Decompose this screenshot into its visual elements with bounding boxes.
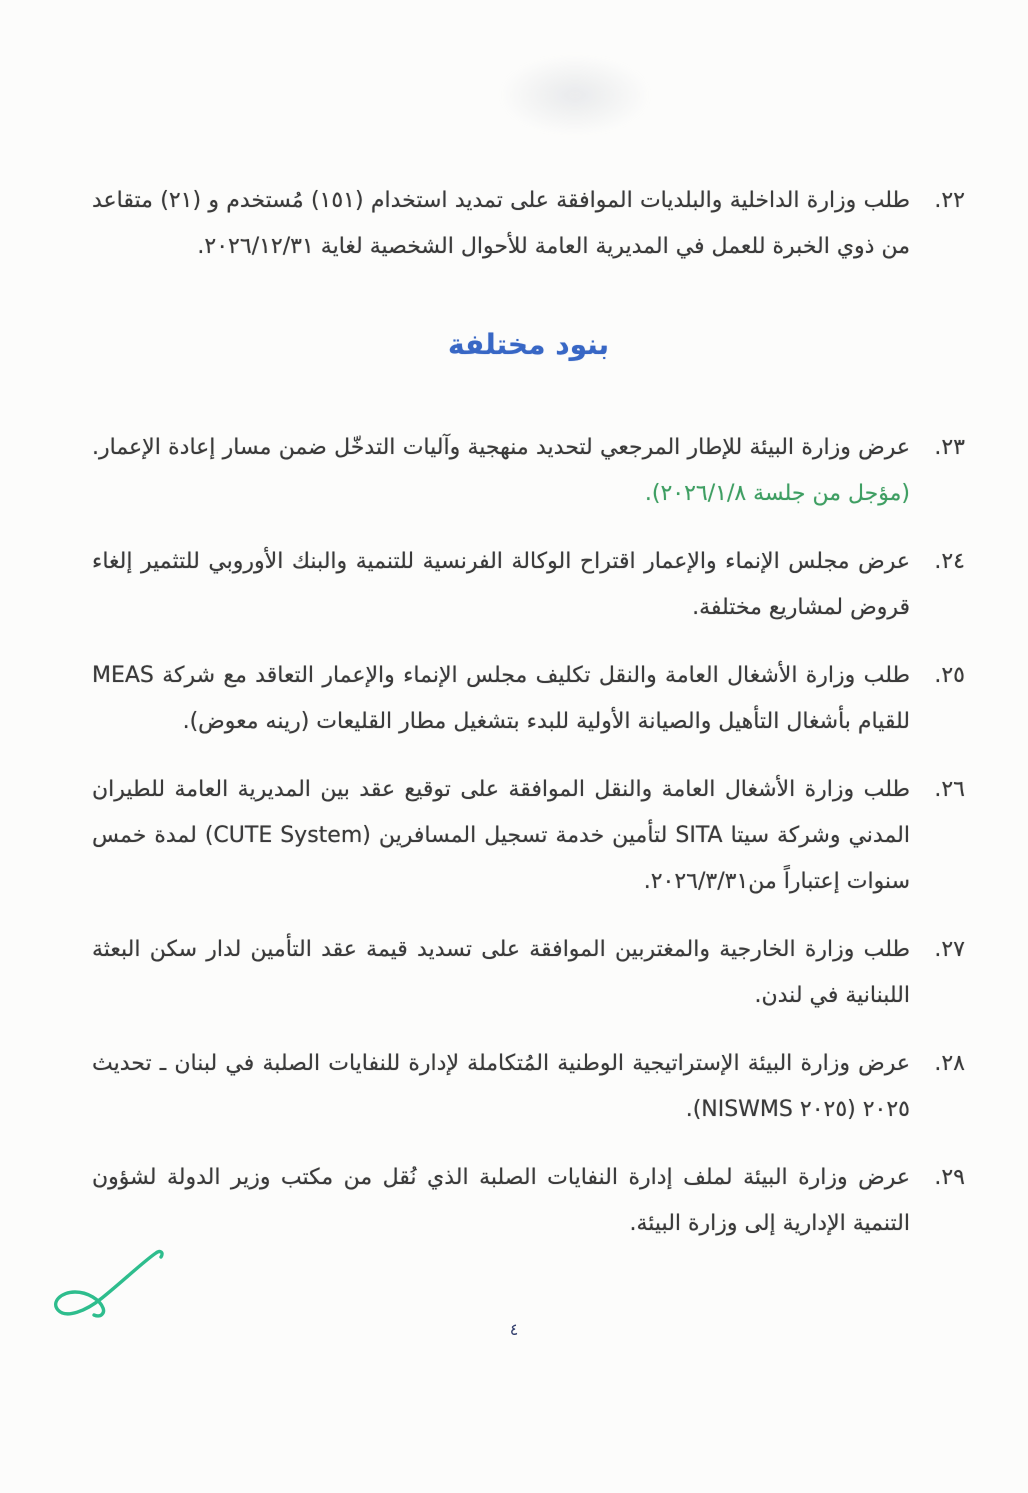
agenda-item — [92, 1041, 965, 1133]
agenda-item-number: ٢٧. — [934, 937, 965, 962]
agenda-items-top — [92, 178, 965, 270]
agenda-item-segment: عرض وزارة البيئة لملف إدارة النفايات الصلبة الذي نُقل من مكتب وزير الدولة لشؤون التنمية الإدارية إلى وزارة البيئة. — [92, 1165, 910, 1236]
deferred-note-text: (مؤجل من جلسة ٢٠٢٦/١/٨). — [644, 481, 910, 506]
agenda-item-segment: طلب وزارة الأشغال العامة والنقل الموافقة على توقيع عقد بين المديرية العامة للطيران المدني وشركة سيتا SITA لتأمين خدمة تسجيل المسافرين (CUTE System) لمدة خمس سنوات إعتباراً من٢٠٢٦/٣/٣١. — [92, 777, 910, 894]
agenda-item-text — [92, 927, 910, 1019]
agenda-item — [92, 178, 965, 270]
agenda-items-misc — [92, 425, 965, 1247]
agenda-item-segment: طلب وزارة الداخلية والبلديات الموافقة على تمديد استخدام (١٥١) مُستخدم و (٢١) متقاعد من ذوي الخبرة للعمل في المديرية العامة للأحوال الشخصية لغاية ٢٠٢٦/١٢/٣١. — [92, 188, 910, 259]
agenda-item-segment: طلب وزارة الخارجية والمغتربين الموافقة على تسديد قيمة عقد التأمين لدار سكن البعثة اللبنانية في لندن. — [92, 937, 910, 1008]
agenda-item-number: ٢٣. — [934, 435, 965, 460]
agenda-item-number: ٢٤. — [934, 549, 965, 574]
page-content — [92, 178, 965, 1269]
agenda-item-segment: . — [685, 1097, 693, 1122]
agenda-item-text — [92, 1155, 910, 1247]
agenda-item — [92, 767, 965, 905]
agenda-item-text — [92, 178, 910, 270]
agenda-item-number: ٢٩. — [934, 1165, 965, 1190]
section-heading: بنود مختلفة — [447, 328, 610, 361]
agenda-item-segment: (NISWMS ٢٠٢٥) — [692, 1097, 856, 1122]
agenda-item-segment: طلب وزارة الأشغال العامة والنقل تكليف مجلس الإنماء والإعمار التعاقد مع شركة MEAS للقيام بأشغال التأهيل والصيانة الأولية للبدء بتشغيل مطار القليعات (رينه معوض). — [92, 663, 910, 734]
agenda-item-number: ٢٨. — [934, 1051, 965, 1076]
agenda-item-text — [92, 767, 910, 905]
agenda-item — [92, 653, 965, 745]
agenda-item-text — [92, 1041, 910, 1133]
scan-smudge — [500, 55, 650, 135]
agenda-item-number: ٢٦. — [934, 777, 965, 802]
handwritten-signature-scribble — [48, 1246, 168, 1321]
page-number: ٤ — [509, 1320, 519, 1339]
agenda-item — [92, 425, 965, 517]
agenda-item — [92, 1155, 965, 1247]
agenda-item — [92, 539, 965, 631]
agenda-item-text — [92, 653, 910, 745]
agenda-item-segment: عرض وزارة البيئة للإطار المرجعي لتحديد منهجية وآليات التدخّل ضمن مسار إعادة الإعمار. — [92, 435, 910, 460]
agenda-item-segment: عرض مجلس الإنماء والإعمار اقتراح الوكالة الفرنسية للتنمية والبنك الأوروبي للتثمير إلغاء قروض لمشاريع مختلفة. — [92, 549, 910, 620]
agenda-item-text — [92, 425, 910, 517]
agenda-item-number: ٢٥. — [934, 663, 965, 688]
agenda-item-segment: عرض وزارة البيئة الإستراتيجية الوطنية المُتكاملة لإدارة للنفايات الصلبة في لبنان ـ تحديث ٢٠٢٥ — [92, 1051, 910, 1122]
agenda-item-text — [92, 539, 910, 631]
agenda-item-number: ٢٢. — [934, 188, 965, 213]
agenda-item — [92, 927, 965, 1019]
